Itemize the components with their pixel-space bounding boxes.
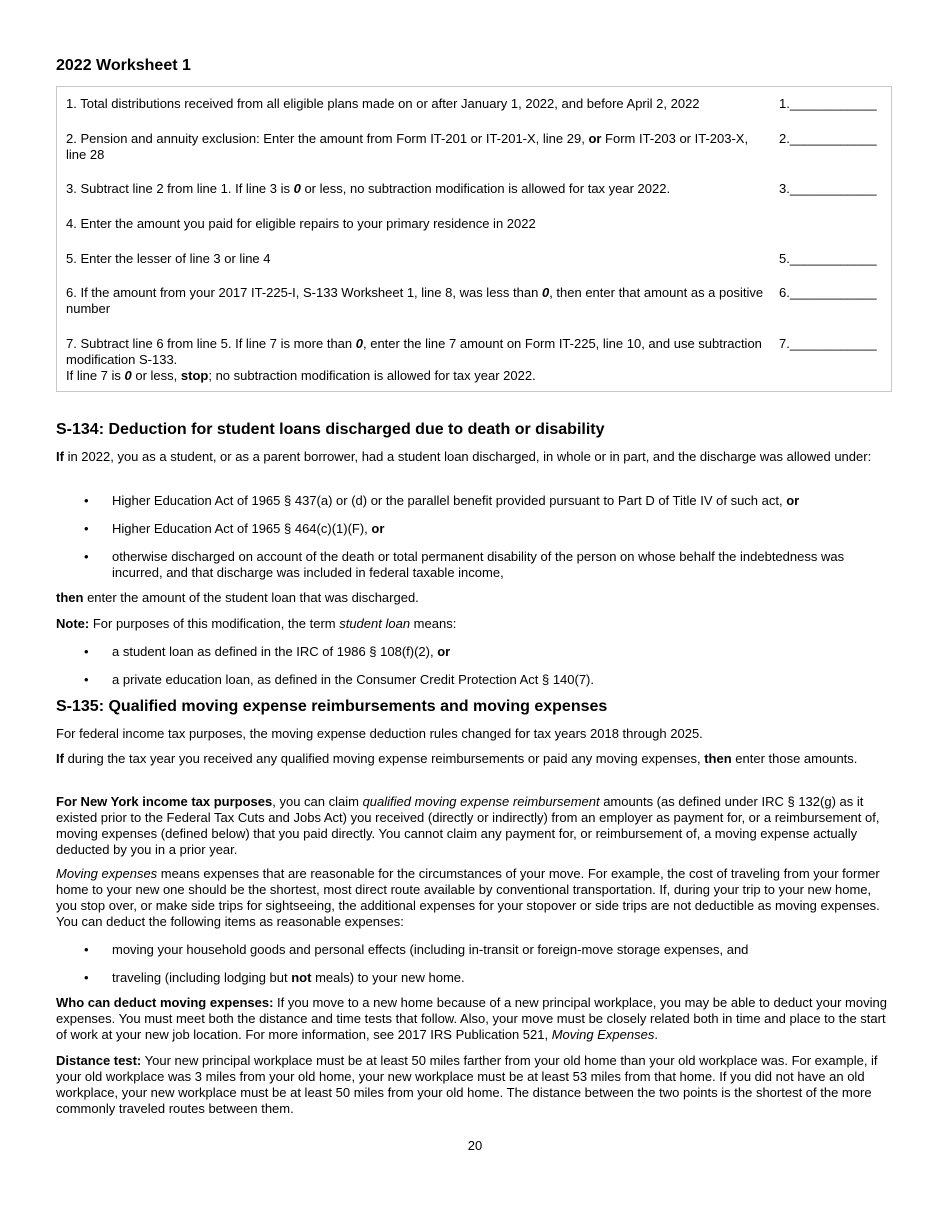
s135-para-1: For federal income tax purposes, the moving expense deduction rules changed for tax years 2018 through 2025.: [56, 726, 703, 741]
worksheet-line-6: 6. If the amount from your 2017 IT-225-I, S-133 Worksheet 1, line 8, was less than 0, then enter that amount as a positive number: [66, 285, 764, 316]
worksheet-line-2: 2. Pension and annuity exclusion: Enter the amount from Form IT-201 or IT-201-X, line 29, or Form IT-203 or IT-203-X, line 28: [66, 131, 749, 162]
s135-heading: S-135: Qualified moving expense reimbursements and moving expenses: [56, 698, 608, 715]
worksheet-title: 2022 Worksheet 1: [56, 57, 191, 74]
bullet-icon: •: [84, 549, 89, 564]
s135-para-3: For New York income tax purposes, you can claim qualified moving expense reimbursement amounts (as defined under IRC § 132(g) as it existed prior to the Federal Tax Cuts and Jobs Act) you received (directly or indirectly) from an employer as payment for, or a reimbursement of, moving expenses (defined below) that you paid directly. You cannot claim any payment for, or reimbursement of, a moving expense actually deducted by you in a prior year.: [56, 794, 880, 857]
s134-intro: If in 2022, you as a student, or as a parent borrower, had a student loan discharged, in whole or in part, and the discharge was allowed under:: [56, 449, 872, 464]
worksheet-line-5: 5. Enter the lesser of line 3 or line 4: [66, 251, 271, 266]
s135-para-2: If during the tax year you received any qualified moving expense reimbursements or paid any moving expenses, then enter those amounts.: [56, 751, 858, 766]
worksheet-line-7: 7. Subtract line 6 from line 5. If line 7 is more than 0, enter the line 7 amount on Form IT-225, line 10, and use subtraction modification S-133. If line 7 is 0 or less, stop; no subtraction modification is allowed for tax year 2022.: [66, 336, 762, 383]
worksheet-answer-6[interactable]: 6.____________: [779, 285, 877, 300]
worksheet-answer-2[interactable]: 2.____________: [779, 131, 877, 146]
bullet-icon: •: [84, 970, 89, 985]
worksheet-table: [56, 86, 892, 392]
worksheet-line-3: 3. Subtract line 2 from line 1. If line 3 is 0 or less, no subtraction modification is allowed for tax year 2022.: [66, 181, 671, 196]
s135-para-5: Who can deduct moving expenses: If you move to a new home because of a new principal workplace, you may be able to deduct your moving expenses. You must meet both the distance and time tests that follow. Also, your move must be closely related both in time and place to the start of work at your new job location. For more information, see 2017 IRS Publication 521, Moving Expenses.: [56, 995, 887, 1042]
bullet-icon: •: [84, 644, 89, 659]
worksheet-answer-5[interactable]: 5.____________: [779, 251, 877, 266]
worksheet-answer-3[interactable]: 3.____________: [779, 181, 877, 196]
s135-para-4: Moving expenses means expenses that are reasonable for the circumstances of your move. For example, the cost of traveling from your former home to your new one should be the shortest, most direct route available by conventional transportation. If, during your trip to your new home, you stop over, or make side trips for sightseeing, the additional expenses for your stopover or side trips are not deductible as moving expenses. You can deduct the following items as reasonable expenses:: [56, 866, 880, 929]
bullet-icon: •: [84, 942, 89, 957]
s134-heading: S-134: Deduction for student loans discharged due to death or disability: [56, 421, 605, 438]
page-number: 20: [467, 1138, 483, 1153]
bullet-icon: •: [84, 493, 89, 508]
worksheet-answer-7[interactable]: 7.____________: [779, 336, 877, 351]
worksheet-line-1: 1. Total distributions received from all eligible plans made on or after January 1, 2022, and before April 2, 2022: [66, 96, 700, 111]
worksheet-answer-1[interactable]: 1.____________: [779, 96, 877, 111]
s134-note: Note: For purposes of this modification, the term student loan means:: [56, 616, 457, 631]
s135-para-6: Distance test: Your new principal workplace must be at least 50 miles farther from your old home than your old workplace was. For example, if your old workplace was 3 miles from your old home, your new workplace must be at least 53 miles from that home. If you did not have an old workplace, your new workplace must be at least 50 miles from your old home. The distance between the two points is the shortest of the more commonly traveled routes between them.: [56, 1053, 878, 1116]
worksheet-line-4: 4. Enter the amount you paid for eligible repairs to your primary residence in 2022: [66, 216, 536, 231]
bullet-icon: •: [84, 672, 89, 687]
s134-then: then enter the amount of the student loan that was discharged.: [56, 590, 419, 605]
bullet-icon: •: [84, 521, 89, 536]
